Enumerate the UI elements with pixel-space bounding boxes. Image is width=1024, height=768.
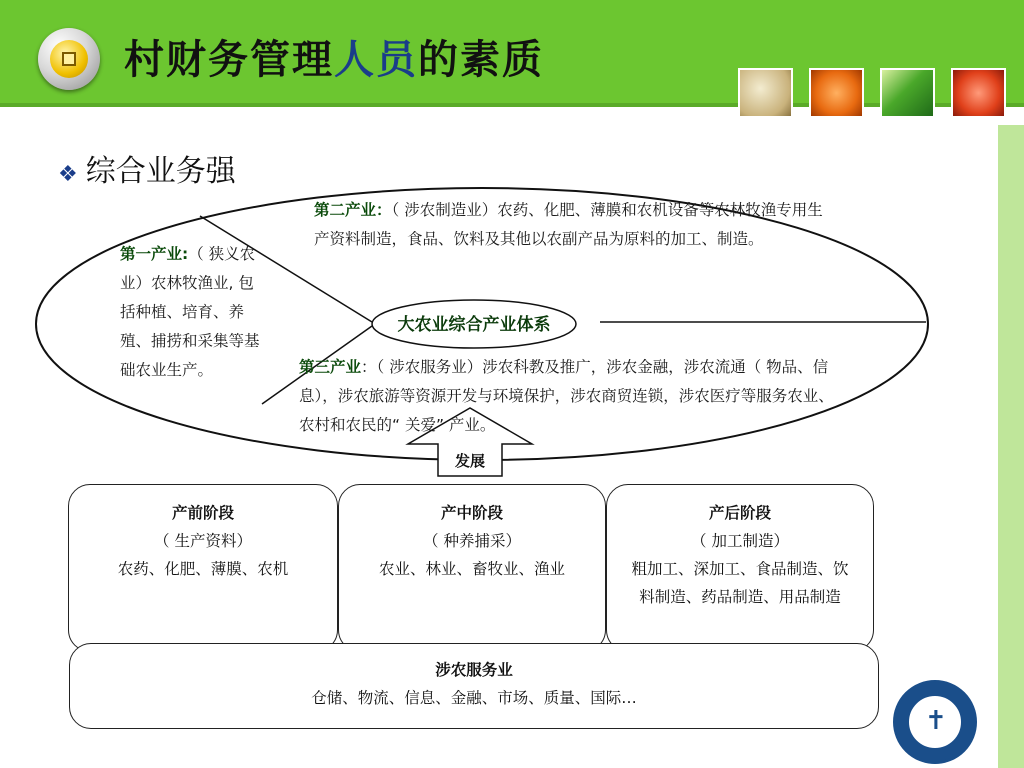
stage-title: 产前阶段 xyxy=(171,504,234,522)
service-title: 涉农服务业 xyxy=(435,661,513,679)
title-highlight: 人员 xyxy=(334,36,418,83)
stage-box-mid xyxy=(338,484,606,652)
primary-industry-label: 第一产业: xyxy=(120,245,189,263)
tertiary-industry-label: 第三产业 xyxy=(299,358,362,376)
stage-subtitle: （ 种养捕采） xyxy=(423,532,521,550)
cross-icon: ✝ xyxy=(925,706,947,736)
bullet-text: 综合业务强 xyxy=(85,154,236,189)
primary-industry-text xyxy=(120,240,260,385)
secondary-industry-label: 第二产业： xyxy=(314,201,392,219)
tertiary-industry-body: ：（ 涉农服务业）涉农科教及推广，涉农金融，涉农流通（ 物品、信息），涉农旅游等资源开发与环境保护，涉农商贸连锁，涉农医疗等服务农业、农村和农民的“ 关爱” 产业。 xyxy=(299,358,834,434)
tertiary-industry-text xyxy=(299,353,839,440)
stage-subtitle: （ 加工制造） xyxy=(691,532,789,550)
secondary-industry-text xyxy=(314,196,834,254)
title-part-2: 的素质 xyxy=(418,36,544,83)
secondary-industry-body: （ 涉农制造业）农药、化肥、薄膜和农机设备等农林牧渔专用生产资料制造，食品、饮料及其他以农副产品为原料的加工、制造。 xyxy=(314,201,823,248)
service-box xyxy=(69,643,879,729)
seal-inner xyxy=(907,694,963,750)
develop-label: 发展 xyxy=(454,452,485,470)
title-part-1: 村财务管理 xyxy=(124,36,334,83)
stage-title: 产中阶段 xyxy=(440,504,503,522)
service-body: 仓储、物流、信息、金融、市场、质量、国际… xyxy=(311,689,637,707)
stage-title: 产后阶段 xyxy=(708,504,771,522)
stage-subtitle: （ 生产资料） xyxy=(154,532,252,550)
center-label: 大农业综合产业体系 xyxy=(397,315,551,335)
stage-box-pre xyxy=(68,484,338,652)
stage-box-post xyxy=(606,484,874,652)
college-seal-icon xyxy=(893,680,977,764)
primary-industry-body: （ 狭义农业）农林牧渔业, 包括种植、培育、养殖、捕捞和采集等基础农业生产。 xyxy=(120,245,260,379)
stage-body: 农业、林业、畜牧业、渔业 xyxy=(378,560,565,578)
stage-body: 粗加工、深加工、食品制造、饮料制造、药品制造、用品制造 xyxy=(631,560,849,606)
stage-body: 农药、化肥、薄膜、农机 xyxy=(117,560,289,578)
diamond-bullet-icon: ❖ xyxy=(58,162,78,187)
